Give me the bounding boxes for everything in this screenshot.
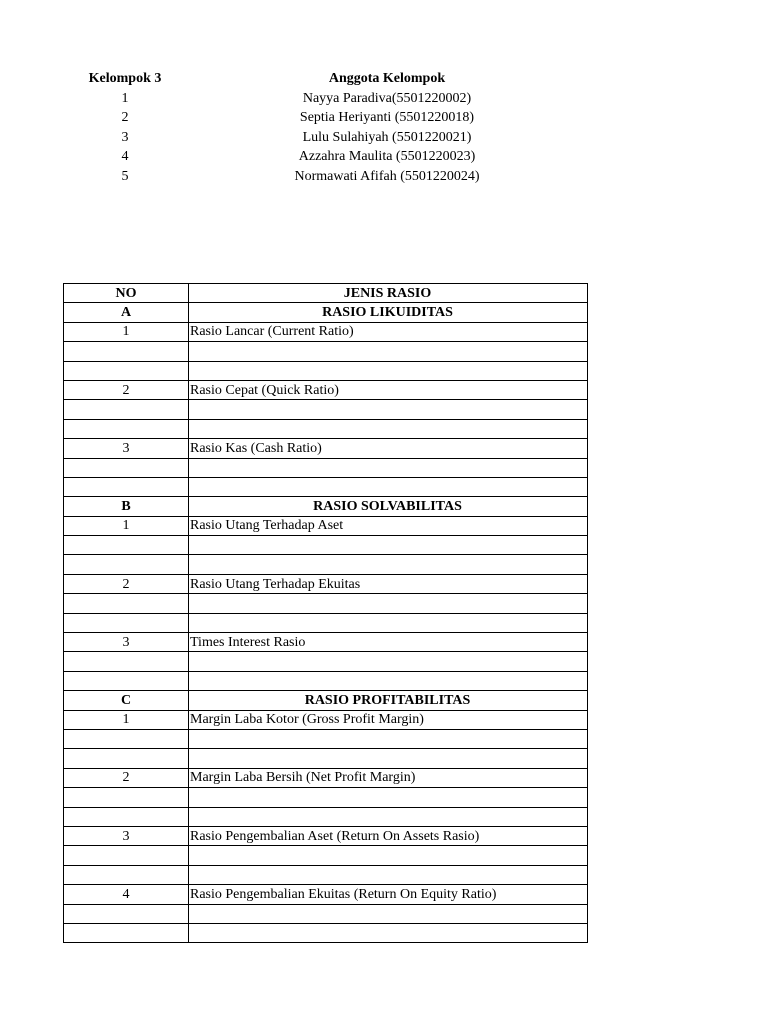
empty-cell [189, 923, 588, 942]
empty-cell [64, 419, 189, 438]
empty-cell [189, 361, 588, 380]
empty-row [64, 342, 588, 361]
table-row [64, 633, 588, 652]
empty-row [64, 400, 588, 419]
empty-row [64, 613, 588, 632]
member-row [0, 89, 768, 109]
item-name: Rasio Pengembalian Aset (Return On Assets Rasio) [189, 826, 588, 845]
member-row [0, 108, 768, 128]
empty-cell [64, 729, 189, 748]
group-header-row [0, 69, 768, 89]
empty-row [64, 555, 588, 574]
member-number: 3 [121, 129, 129, 145]
item-number: 2 [64, 574, 189, 593]
empty-row [64, 865, 588, 884]
section-row-solvabilitas [64, 497, 588, 516]
empty-cell [64, 555, 189, 574]
item-name: Rasio Cepat (Quick Ratio) [189, 380, 588, 399]
empty-cell [64, 652, 189, 671]
table-row [64, 885, 588, 904]
empty-row [64, 671, 588, 690]
empty-cell [64, 613, 189, 632]
empty-cell [64, 342, 189, 361]
item-number: 1 [64, 322, 189, 341]
item-number: 3 [64, 826, 189, 845]
empty-cell [64, 904, 189, 923]
table-row [64, 826, 588, 845]
item-number: 3 [64, 439, 189, 458]
member-name: Septia Heriyanti (5501220018) [299, 110, 475, 125]
member-name: Nayya Paradiva(5501220002) [302, 90, 472, 106]
empty-row [64, 419, 588, 438]
empty-cell [64, 749, 189, 768]
section-code: B [64, 497, 189, 516]
section-code: C [64, 691, 189, 710]
empty-cell [189, 613, 588, 632]
table-row [64, 768, 588, 787]
item-name: Margin Laba Kotor (Gross Profit Margin) [189, 710, 588, 729]
item-number: 4 [64, 885, 189, 904]
empty-cell [189, 729, 588, 748]
empty-cell [64, 788, 189, 807]
item-number: 1 [64, 516, 189, 535]
member-name: Lulu Sulahiyah (5501220021) [302, 129, 472, 145]
table-row [64, 516, 588, 535]
empty-cell [189, 400, 588, 419]
empty-cell [189, 807, 588, 826]
item-number: 2 [64, 380, 189, 399]
empty-row [64, 729, 588, 748]
ratio-table [63, 283, 588, 943]
table-row [64, 322, 588, 341]
section-title: RASIO LIKUIDITAS [189, 303, 588, 322]
table-header-row [64, 284, 588, 303]
member-number: 1 [121, 90, 129, 106]
empty-cell [64, 594, 189, 613]
empty-cell [189, 458, 588, 477]
empty-row [64, 749, 588, 768]
item-name: Rasio Kas (Cash Ratio) [189, 439, 588, 458]
item-name: Rasio Utang Terhadap Ekuitas [189, 574, 588, 593]
item-name: Times Interest Rasio [189, 633, 588, 652]
empty-cell [64, 477, 189, 496]
empty-cell [189, 652, 588, 671]
empty-row [64, 536, 588, 555]
empty-cell [189, 477, 588, 496]
empty-row [64, 807, 588, 826]
section-row-profitabilitas [64, 691, 588, 710]
empty-cell [64, 361, 189, 380]
section-title: RASIO SOLVABILITAS [189, 497, 588, 516]
member-row [0, 128, 768, 148]
table-row [64, 574, 588, 593]
empty-row [64, 846, 588, 865]
empty-cell [189, 419, 588, 438]
empty-row [64, 477, 588, 496]
empty-cell [189, 342, 588, 361]
empty-row [64, 361, 588, 380]
empty-row [64, 594, 588, 613]
empty-cell [189, 671, 588, 690]
header-ratio-type: JENIS RASIO [189, 284, 588, 303]
empty-cell [64, 400, 189, 419]
empty-cell [189, 594, 588, 613]
empty-cell [189, 749, 588, 768]
empty-cell [64, 458, 189, 477]
group-label: Kelompok 3 [88, 71, 162, 86]
header-no: NO [64, 284, 189, 303]
empty-cell [189, 788, 588, 807]
item-name: Rasio Pengembalian Ekuitas (Return On Equity Ratio) [189, 885, 588, 904]
empty-cell [189, 846, 588, 865]
empty-cell [64, 536, 189, 555]
item-number: 1 [64, 710, 189, 729]
member-number: 2 [121, 110, 129, 125]
empty-cell [64, 865, 189, 884]
empty-cell [64, 923, 189, 942]
member-number: 4 [121, 149, 129, 164]
member-name: Normawati Afifah (5501220024) [294, 168, 480, 184]
empty-row [64, 458, 588, 477]
member-row [0, 167, 768, 187]
empty-cell [64, 807, 189, 826]
members-label: Anggota Kelompok [328, 71, 446, 86]
item-name: Rasio Utang Terhadap Aset [189, 516, 588, 535]
empty-cell [189, 904, 588, 923]
section-code: A [64, 303, 189, 322]
empty-cell [189, 536, 588, 555]
item-number: 2 [64, 768, 189, 787]
empty-row [64, 923, 588, 942]
member-name: Azzahra Maulita (5501220023) [298, 149, 476, 164]
item-name: Margin Laba Bersih (Net Profit Margin) [189, 768, 588, 787]
item-number: 3 [64, 633, 189, 652]
empty-cell [64, 671, 189, 690]
section-title: RASIO PROFITABILITAS [189, 691, 588, 710]
empty-row [64, 652, 588, 671]
item-name: Rasio Lancar (Current Ratio) [189, 322, 588, 341]
empty-cell [189, 555, 588, 574]
table-row [64, 710, 588, 729]
empty-cell [64, 846, 189, 865]
empty-row [64, 788, 588, 807]
table-row [64, 380, 588, 399]
group-members-list [0, 69, 768, 186]
empty-cell [189, 865, 588, 884]
member-number: 5 [121, 168, 129, 184]
empty-row [64, 904, 588, 923]
section-row-likuiditas [64, 303, 588, 322]
table-row [64, 439, 588, 458]
member-row [0, 147, 768, 167]
